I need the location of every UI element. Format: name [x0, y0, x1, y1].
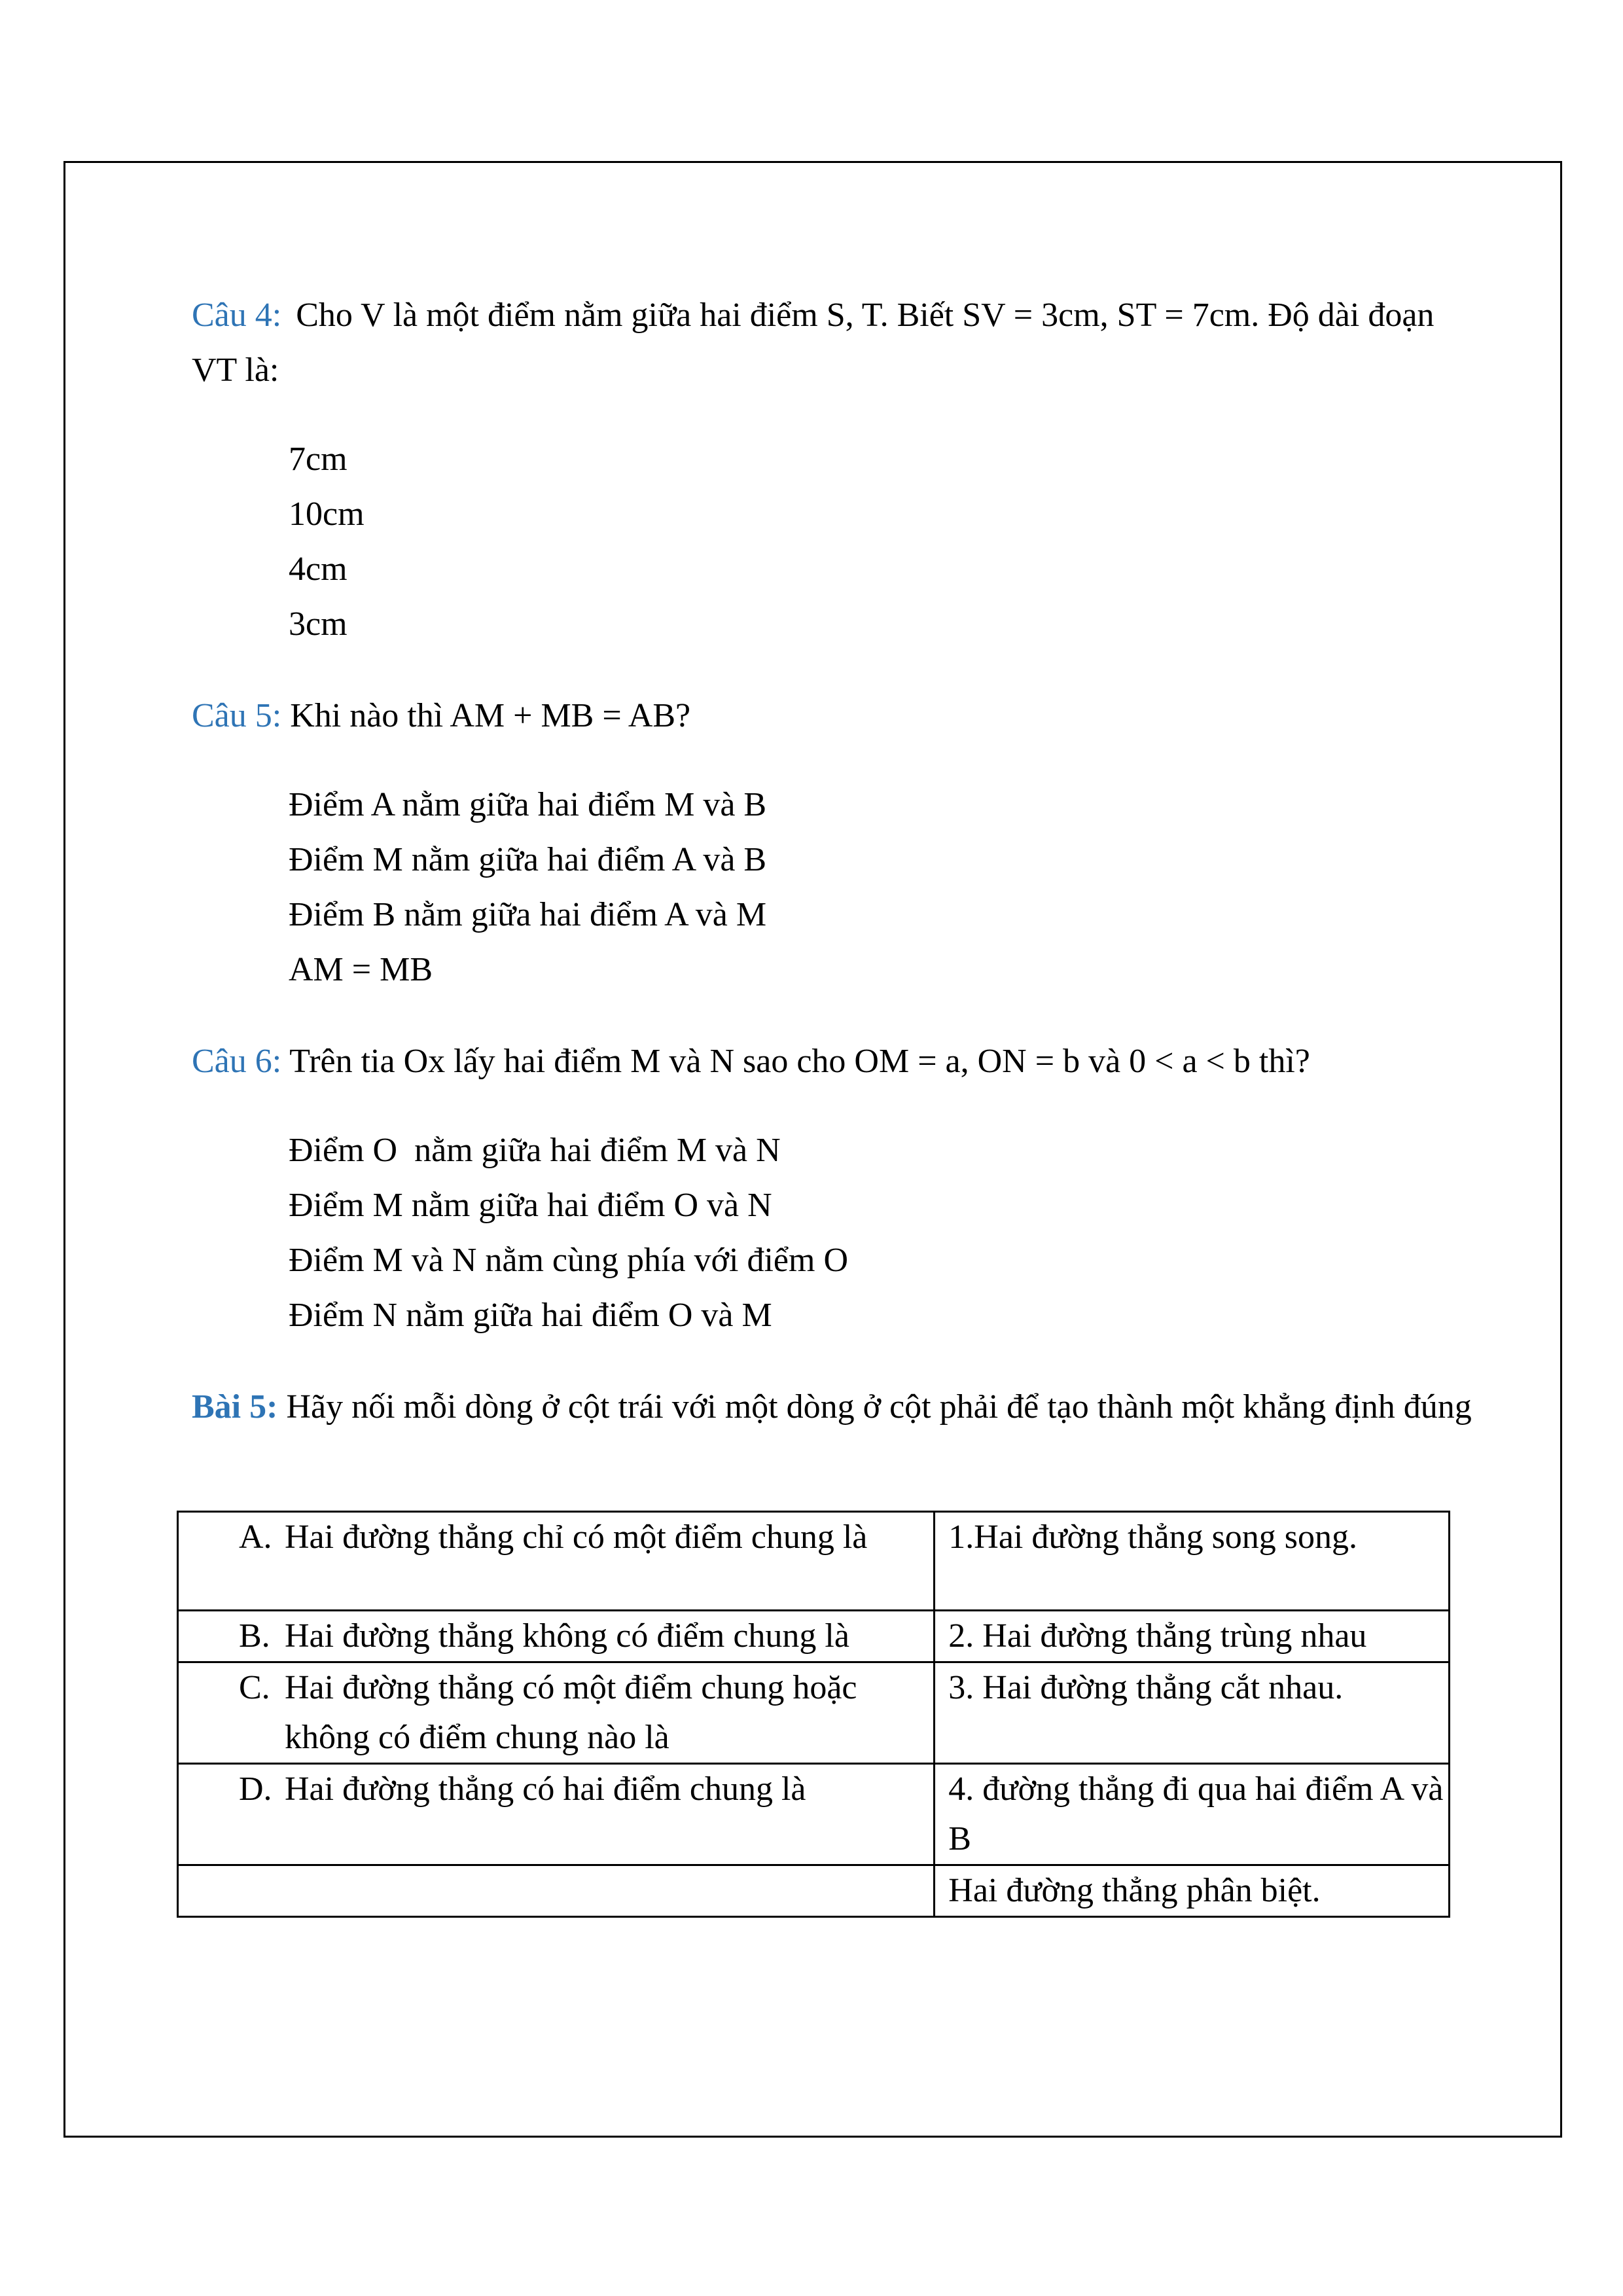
- exercise-label: Bài 5:: [192, 1388, 278, 1426]
- table-row: [178, 1662, 1450, 1764]
- question-6: [192, 1034, 1474, 1089]
- option[interactable]: Điểm O nằm giữa hai điểm M và N: [289, 1132, 781, 1169]
- table-row: [178, 1764, 1450, 1865]
- right-cell: [935, 1764, 1450, 1865]
- question-5: [192, 689, 1474, 744]
- right-cell: [935, 1512, 1450, 1611]
- question-label: Câu 6:: [192, 1043, 282, 1080]
- left-cell: [178, 1611, 935, 1662]
- right-text: Hai đường thẳng phân biệt.: [948, 1872, 1321, 1909]
- left-text: Hai đường thẳng có một điểm chung hoặc không có điểm chung nào là: [285, 1669, 857, 1756]
- row-letter: C.: [239, 1669, 270, 1706]
- option[interactable]: Điểm M nằm giữa hai điểm O và N: [289, 1187, 772, 1224]
- left-cell: [178, 1865, 935, 1917]
- exercise-text: Hãy nối mỗi dòng ở cột trái với một dòng ở cột phải để tạo thành một khẳng định đúng: [286, 1388, 1472, 1426]
- row-letter: B.: [239, 1617, 270, 1655]
- option[interactable]: 4cm: [289, 550, 348, 588]
- left-text: Hai đường thẳng không có điểm chung là: [285, 1617, 849, 1655]
- left-cell: [178, 1764, 935, 1865]
- right-text: 1.Hai đường thẳng song song.: [948, 1518, 1358, 1556]
- option[interactable]: Điểm A nằm giữa hai điểm M và B: [289, 786, 767, 823]
- question-label: Câu 5:: [192, 697, 282, 734]
- question-4: [192, 288, 1474, 398]
- question-text: Trên tia Ox lấy hai điểm M và N sao cho OM = a, ON = b và 0 < a < b thì?: [289, 1043, 1310, 1080]
- left-text: Hai đường thẳng có hai điểm chung là: [285, 1770, 806, 1808]
- option[interactable]: Điểm M và N nằm cùng phía với điểm O: [289, 1242, 849, 1279]
- row-letter: A.: [239, 1518, 272, 1556]
- question-6-options: [289, 1123, 1474, 1343]
- option[interactable]: Điểm N nằm giữa hai điểm O và M: [289, 1297, 772, 1334]
- right-cell: [935, 1865, 1450, 1917]
- table-row: [178, 1865, 1450, 1917]
- question-5-options: [289, 778, 1474, 997]
- right-text: 2. Hai đường thẳng trùng nhau: [948, 1617, 1367, 1655]
- left-cell: [178, 1512, 935, 1611]
- right-cell: [935, 1611, 1450, 1662]
- table-row: [178, 1611, 1450, 1662]
- right-text: 3. Hai đường thẳng cắt nhau.: [948, 1669, 1344, 1706]
- left-cell: [178, 1662, 935, 1764]
- question-text: Khi nào thì AM + MB = AB?: [290, 697, 691, 734]
- worksheet-content: [192, 288, 1474, 1435]
- option[interactable]: 3cm: [289, 605, 348, 643]
- matching-table: [177, 1511, 1450, 1918]
- right-cell: [935, 1662, 1450, 1764]
- option[interactable]: AM = MB: [289, 951, 433, 988]
- row-letter: D.: [239, 1770, 272, 1808]
- left-text: Hai đường thẳng chỉ có một điểm chung là: [285, 1518, 868, 1556]
- question-text: Cho V là một điểm nằm giữa hai điểm S, T. Biết SV = 3cm, ST = 7cm. Độ dài đoạn VT là:: [192, 296, 1435, 389]
- table-row: [178, 1512, 1450, 1611]
- question-4-options: [289, 432, 1474, 652]
- question-label: Câu 4:: [192, 296, 282, 334]
- option[interactable]: Điểm M nằm giữa hai điểm A và B: [289, 841, 767, 878]
- exercise-5: [192, 1380, 1474, 1435]
- option[interactable]: Điểm B nằm giữa hai điểm A và M: [289, 896, 767, 933]
- right-text: 4. đường thẳng đi qua hai điểm A và B: [948, 1770, 1444, 1857]
- option[interactable]: 10cm: [289, 495, 365, 533]
- option[interactable]: 7cm: [289, 440, 348, 478]
